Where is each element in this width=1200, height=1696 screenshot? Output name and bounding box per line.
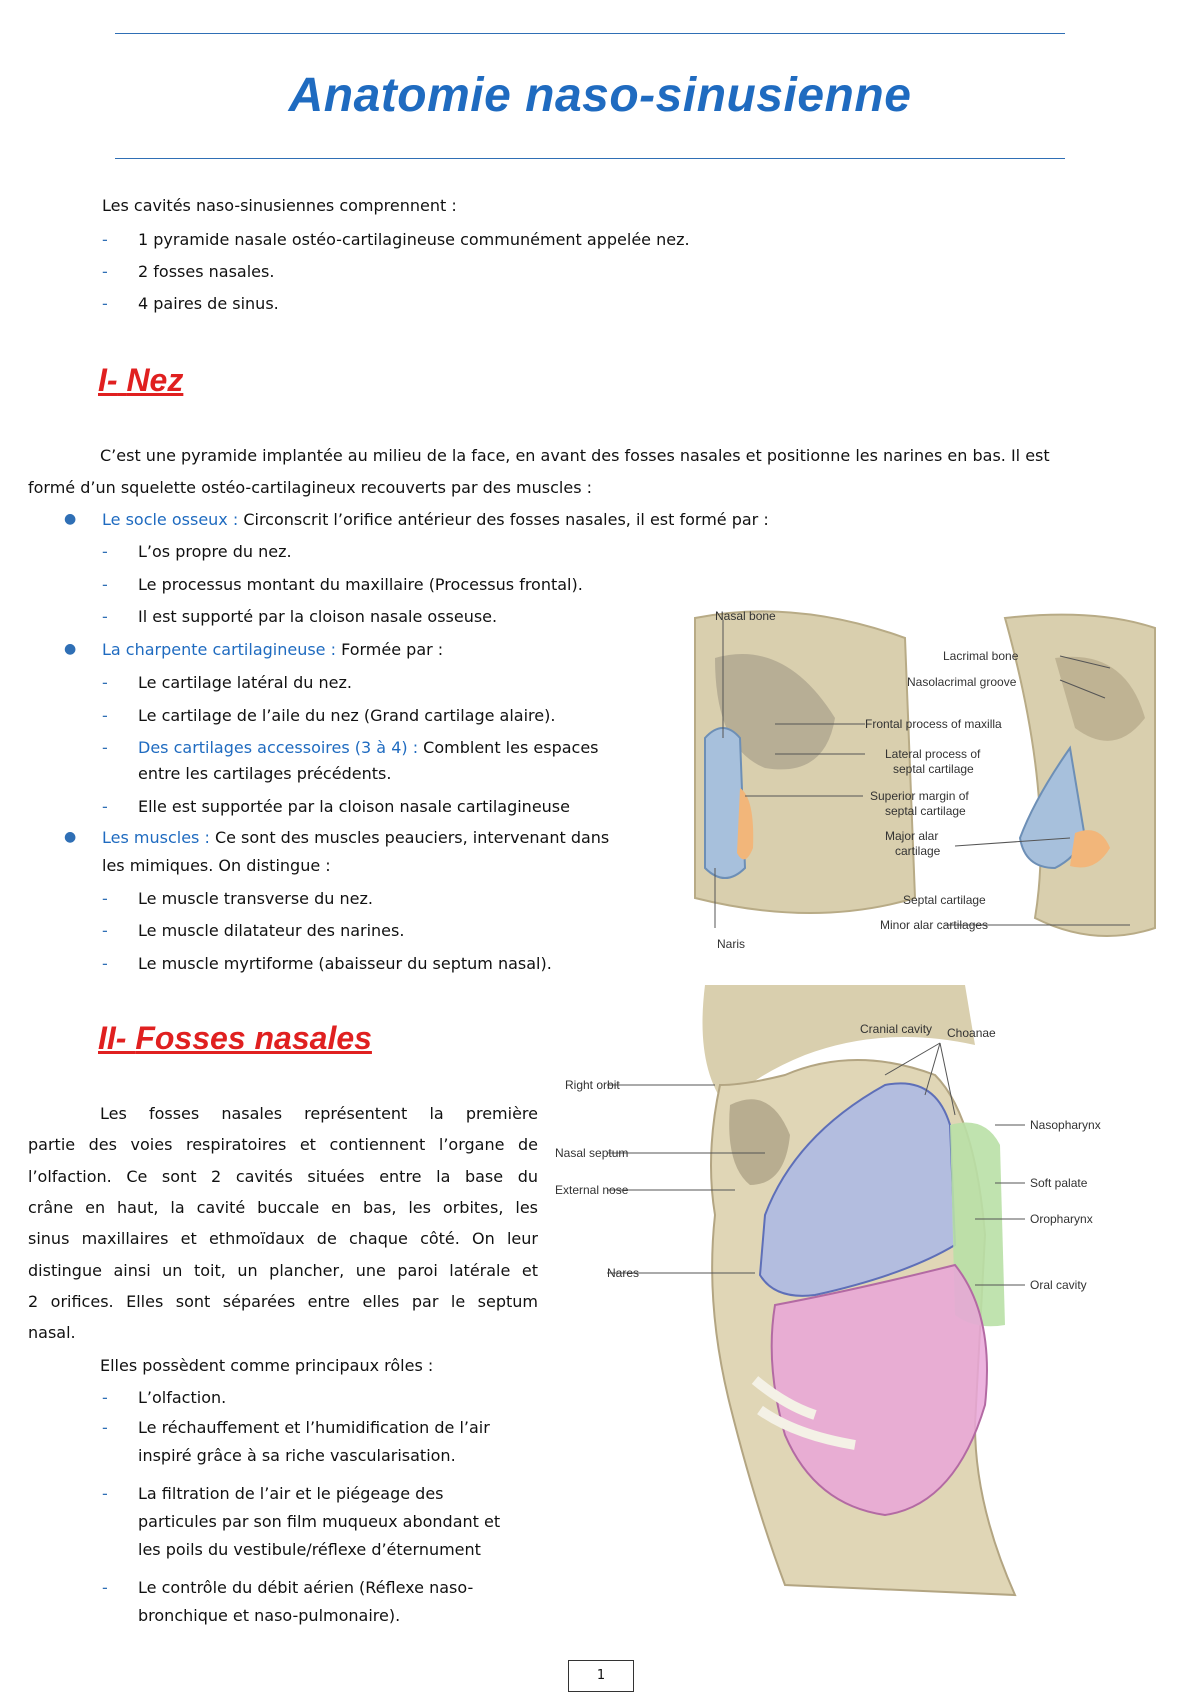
fosses-paragraph-line: Les fosses nasales représentent la première	[100, 1104, 538, 1123]
charpente-item: Elle est supportée par la cloison nasale cartilagineuse	[138, 797, 570, 816]
nose-skeleton-figure	[675, 598, 1175, 963]
nez-paragraph-line: formé d’un squelette ostéo-cartilagineux recouverts par des muscles :	[28, 478, 593, 497]
muscles-item: Le muscle myrtiforme (abaisseur du septum nasal).	[138, 954, 552, 973]
label-right-orbit: Right orbit	[565, 1078, 620, 1092]
role-item: Le réchauffement et l’humidification de l’air	[138, 1418, 490, 1437]
dash-icon: -	[102, 889, 108, 908]
socle-item: Le processus montant du maxillaire (Processus frontal).	[138, 575, 583, 594]
label-septal-cartilage: Septal cartilage	[903, 893, 986, 907]
role-item: La filtration de l’air et le piégeage des	[138, 1484, 444, 1503]
label-oropharynx: Oropharynx	[1030, 1212, 1093, 1226]
roles-lead: Elles possèdent comme principaux rôles :	[100, 1356, 434, 1375]
section-heading-nez	[98, 362, 183, 399]
muscles-item: Le muscle dilatateur des narines.	[138, 921, 405, 940]
dash-icon: -	[102, 1418, 108, 1437]
intro-lead: Les cavités naso-sinusiennes comprennent :	[102, 196, 457, 215]
charpente-item-cont: entre les cartilages précédents.	[138, 764, 392, 783]
charpente-item: Le cartilage latéral du nez.	[138, 673, 352, 692]
label-superior-margin: Superior margin of	[870, 789, 969, 803]
label-nasopharynx: Nasopharynx	[1030, 1118, 1101, 1132]
dash-icon: -	[102, 1388, 108, 1407]
section-title: Fosses nasales	[135, 1020, 372, 1056]
label-nasal-bone: Nasal bone	[715, 609, 776, 623]
dash-icon: -	[102, 954, 108, 973]
fosses-paragraph-line: partie des voies respiratoires et contiennent l’organe de	[28, 1135, 538, 1154]
socle-label: Le socle osseux :	[102, 510, 239, 529]
fosses-paragraph-line: crâne en haut, la cavité buccale en bas, les orbites, les	[28, 1198, 538, 1217]
dash-icon: -	[102, 673, 108, 692]
label-lateral-process: Lateral process of	[885, 747, 981, 761]
muscles-item: Le muscle transverse du nez.	[138, 889, 373, 908]
role-item-cont: les poils du vestibule/réflexe d’éternument	[138, 1540, 481, 1559]
role-item-cont: inspiré grâce à sa riche vascularisation.	[138, 1446, 456, 1465]
socle-item: Il est supporté par la cloison nasale osseuse.	[138, 607, 498, 626]
label-major-alar: cartilage	[895, 844, 941, 858]
charpente-label: La charpente cartilagineuse :	[102, 640, 336, 659]
label-lacrimal-bone: Lacrimal bone	[943, 649, 1019, 663]
label-oral-cavity: Oral cavity	[1030, 1278, 1087, 1292]
label-minor-alar: Minor alar cartilages	[880, 918, 989, 932]
label-frontal-process: Frontal process of maxilla	[865, 717, 1002, 731]
charpente-text: Formée par :	[336, 640, 444, 659]
accessoires-text: Comblent les espaces	[418, 738, 599, 757]
role-item: L’olfaction.	[138, 1388, 227, 1407]
bullet-icon: ●	[64, 511, 77, 527]
intro-item: 4 paires de sinus.	[138, 294, 279, 313]
dash-icon: -	[102, 706, 108, 725]
dash-icon: -	[102, 607, 108, 626]
label-lateral-process: septal cartilage	[893, 762, 974, 776]
label-major-alar: Major alar	[885, 829, 939, 843]
label-cranial-cavity: Cranial cavity	[860, 1022, 933, 1036]
intro-item: 1 pyramide nasale ostéo-cartilagineuse communément appelée nez.	[138, 230, 690, 249]
label-nasolacrimal-groove: Nasolacrimal groove	[907, 675, 1017, 689]
nez-paragraph-line: C’est une pyramide implantée au milieu de la face, en avant des fosses nasales et positionne les narines en bas. Il est	[100, 446, 1050, 465]
title-rule-bottom	[115, 158, 1065, 159]
socle-line	[102, 510, 769, 530]
role-item: Le contrôle du débit aérien (Réflexe naso-	[138, 1578, 474, 1597]
title-rule-top	[115, 33, 1065, 34]
muscles-line	[102, 828, 609, 848]
label-nasal-septum: Nasal septum	[555, 1146, 629, 1160]
section-heading-fosses	[98, 1020, 372, 1057]
dash-icon: -	[102, 294, 108, 313]
page-title: Anatomie naso-sinusienne	[288, 69, 912, 122]
head-section-figure	[555, 985, 1195, 1605]
dash-icon: -	[102, 542, 108, 561]
socle-item: L’os propre du nez.	[138, 542, 292, 561]
dash-icon: -	[102, 738, 108, 757]
dash-icon: -	[102, 575, 108, 594]
bullet-icon: ●	[64, 829, 77, 845]
bullet-icon: ●	[64, 641, 77, 657]
dash-icon: -	[102, 1578, 108, 1597]
label-choanae: Choanae	[947, 1026, 996, 1040]
muscles-text: Ce sont des muscles peauciers, intervenant dans	[209, 828, 610, 847]
charpente-line	[102, 640, 443, 660]
label-nares: Nares	[607, 1266, 640, 1280]
dash-icon: -	[102, 921, 108, 940]
fosses-paragraph-line: 2 orifices. Elles sont séparées entre elles par le septum	[28, 1292, 538, 1311]
muscles-line-cont: les mimiques. On distingue :	[102, 856, 331, 875]
section-number: I-	[98, 362, 118, 398]
fosses-paragraph-line: distingue ainsi un toit, un plancher, une paroi latérale et	[28, 1261, 538, 1280]
label-superior-margin: septal cartilage	[885, 804, 966, 818]
accessoires-label: Des cartilages accessoires (3 à 4) :	[138, 738, 419, 757]
section-number: II-	[98, 1020, 127, 1056]
section-title: Nez	[126, 362, 184, 398]
charpente-item: Le cartilage de l’aile du nez (Grand cartilage alaire).	[138, 706, 556, 725]
charpente-item	[138, 738, 599, 758]
label-external-nose: External nose	[555, 1183, 629, 1197]
fosses-paragraph-line: l’olfaction. Ce sont 2 cavités situées entre la base du	[28, 1167, 538, 1186]
page-number: 1	[568, 1660, 634, 1692]
label-naris: Naris	[717, 937, 746, 951]
fosses-paragraph-line: sinus maxillaires et ethmoïdaux de chaque côté. On leur	[28, 1229, 538, 1248]
role-item-cont: particules par son film muqueux abondant et	[138, 1512, 501, 1531]
intro-item: 2 fosses nasales.	[138, 262, 275, 281]
label-soft-palate: Soft palate	[1030, 1176, 1088, 1190]
dash-icon: -	[102, 797, 108, 816]
dash-icon: -	[102, 230, 108, 249]
role-item-cont: bronchique et naso-pulmonaire).	[138, 1606, 401, 1625]
dash-icon: -	[102, 1484, 108, 1503]
muscles-label: Les muscles :	[102, 828, 210, 847]
fosses-paragraph-line: nasal.	[28, 1323, 76, 1342]
socle-text: Circonscrit l’orifice antérieur des fosses nasales, il est formé par :	[238, 510, 769, 529]
dash-icon: -	[102, 262, 108, 281]
